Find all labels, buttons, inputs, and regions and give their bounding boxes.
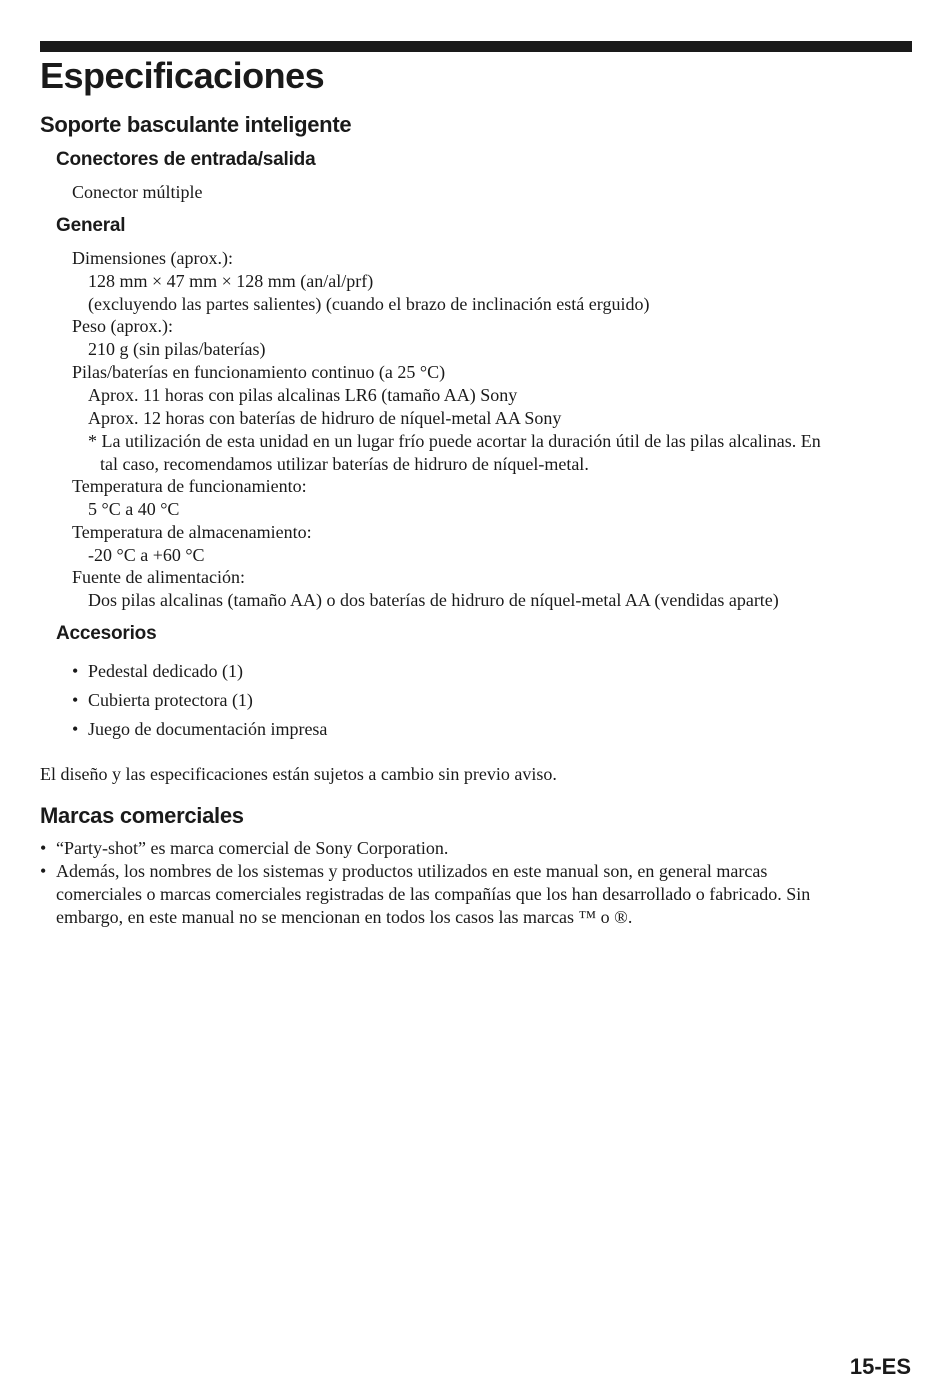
battery-line-1: Aprox. 11 horas con pilas alcalinas LR6 (tamaño AA) Sony [88, 385, 518, 405]
battery-line-2: Aprox. 12 horas con baterías de hidruro de níquel-metal AA Sony [88, 408, 562, 428]
page-title: Especificaciones [40, 55, 325, 96]
page-number: 15-ES [849, 1354, 911, 1379]
subheading-accesorios: Accesorios [56, 623, 157, 644]
notice-text: El diseño y las especificaciones están sujetos a cambio sin previo aviso. [40, 764, 557, 784]
section-heading-marcas: Marcas comerciales [40, 803, 244, 828]
storage-temp-label: Temperatura de almacenamiento: [72, 522, 312, 542]
trademark-item-1: • “Party-shot” es marca comercial de Sony Corporation. [56, 837, 448, 860]
weight-value: 210 g (sin pilas/baterías) [88, 339, 266, 359]
battery-label: Pilas/baterías en funcionamiento continuo (a 25 °C) [72, 362, 446, 382]
weight-label: Peso (aprox.): [72, 316, 173, 336]
conector-text: Conector múltiple [72, 182, 203, 202]
accessory-item: • Juego de documentación impresa [88, 718, 327, 741]
dimensions-label: Dimensiones (aprox.): [72, 248, 233, 268]
subheading-general: General [56, 215, 126, 236]
accessory-item: • Pedestal dedicado (1) [88, 660, 243, 683]
operating-temp-value: 5 °C a 40 °C [88, 499, 180, 519]
power-value: Dos pilas alcalinas (tamaño AA) o dos baterías de hidruro de níquel-metal AA (vendidas aparte) [88, 590, 779, 610]
section-heading-soporte: Soporte basculante inteligente [40, 112, 352, 137]
storage-temp-value: -20 °C a +60 °C [88, 545, 205, 565]
trademark-item-2-line-3: embargo, en este manual no se mencionan en todos los casos las marcas ™ o ®. [56, 907, 633, 927]
dimensions-note: (excluyendo las partes salientes) (cuando el brazo de inclinación está erguido) [88, 294, 650, 314]
top-rule [40, 41, 912, 52]
trademark-item-2-line-2: comerciales o marcas comerciales registradas de las compañías que los han desarrollado o fabricado. Sin [56, 884, 811, 904]
dimensions-value: 128 mm × 47 mm × 128 mm (an/al/prf) [88, 271, 374, 291]
trademark-item-2-line-1: • Además, los nombres de los sistemas y productos utilizados en este manual son, en general marcas [56, 860, 767, 883]
subheading-conectores: Conectores de entrada/salida [56, 149, 316, 170]
accessory-item: • Cubierta protectora (1) [88, 689, 253, 712]
operating-temp-label: Temperatura de funcionamiento: [72, 476, 307, 496]
battery-note-1: * La utilización de esta unidad en un lugar frío puede acortar la duración útil de las pilas alcalinas. En [88, 431, 821, 451]
power-label: Fuente de alimentación: [72, 567, 245, 587]
battery-note-2: tal caso, recomendamos utilizar baterías de hidruro de níquel-metal. [100, 454, 589, 474]
